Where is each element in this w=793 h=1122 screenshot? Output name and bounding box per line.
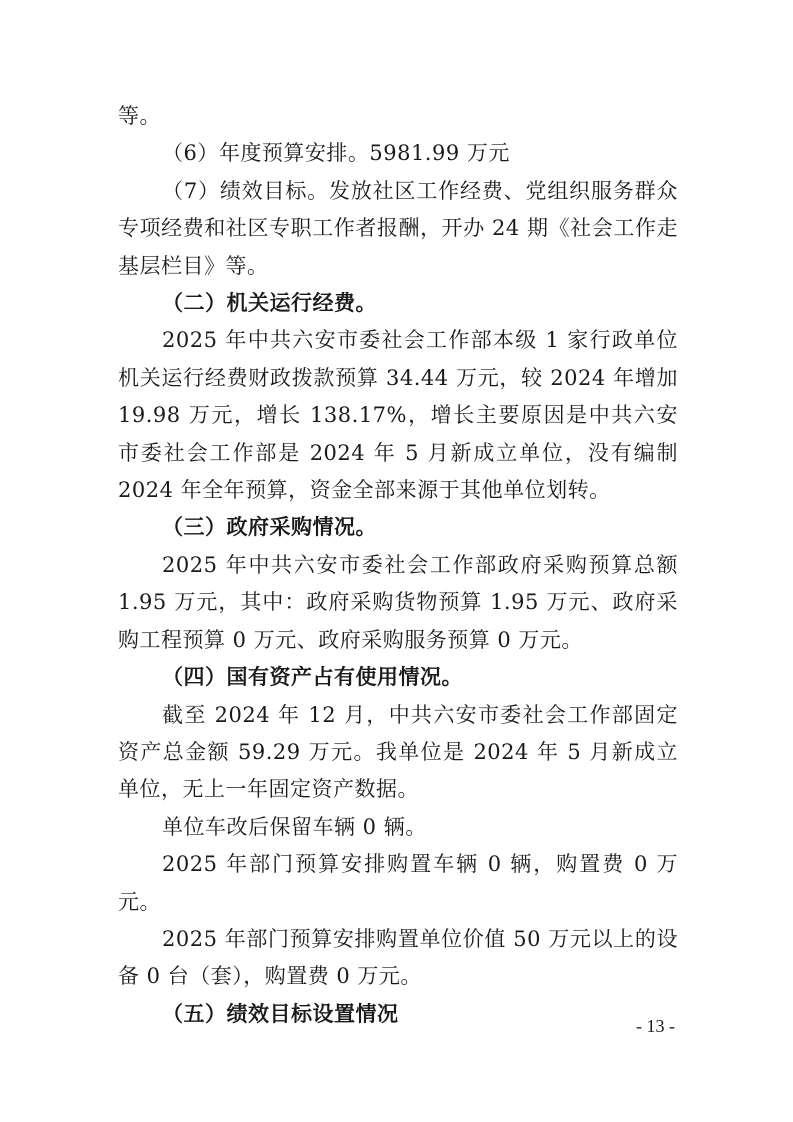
section-heading-performance: （五）绩效目标设置情况 <box>162 1001 399 1026</box>
section-heading-procurement: （三）政府采购情况。 <box>162 515 377 540</box>
paragraph-state-assets: 截至 2024 年 12 月，中共六安市委社会工作部固定资产总金额 59.29 万元。我单位是 2024 年 5 月新成立单位，无上一年固定资产数据。 <box>118 702 678 802</box>
paragraph-annual-budget: （6）年度预算安排。5981.99 万元 <box>162 141 510 166</box>
section-heading-state-assets: （四）国有资产占有使用情况。 <box>162 665 463 690</box>
paragraph-vehicles-kept: 单位车改后保留车辆 0 辆。 <box>162 814 427 839</box>
paragraph-continued: 等。 <box>118 104 161 128</box>
paragraph-vehicles-purchase: 2025 年部门预算安排购置车辆 0 辆，购置费 0 万元。 <box>118 852 678 914</box>
paragraph-operating-costs: 2025 年中共六安市委社会工作部本级 1 家行政单位机关运行经费财政拨款预算 34.44 万元，较 2024 年增加 19.98 万元，增长 138.17%，增长主要原因是中共六安市委社会工作部是 2024 年 5 月新成立单位，没有编制 2024 年全年预算，资金全部来源于其他单位划转。 <box>118 328 678 503</box>
paragraph-performance-target: （7）绩效目标。发放社区工作经费、党组织服务群众专项经费和社区专职工作者报酬，开办 24 期《社会工作走基层栏目》等。 <box>118 178 678 278</box>
paragraph-procurement: 2025 年中共六安市委社会工作部政府采购预算总额 1.95 万元，其中：政府采购货物预算 1.95 万元、政府采购工程预算 0 万元、政府采购服务预算 0 万元。 <box>118 552 678 652</box>
body-text <box>118 98 678 1033</box>
paragraph-equipment-purchase: 2025 年部门预算安排购置单位价值 50 万元以上的设备 0 台（套），购置费 0 万元。 <box>118 926 678 989</box>
page-number: - 13 - <box>636 1016 675 1036</box>
section-heading-operating-costs: （二）机关运行经费。 <box>162 291 377 316</box>
